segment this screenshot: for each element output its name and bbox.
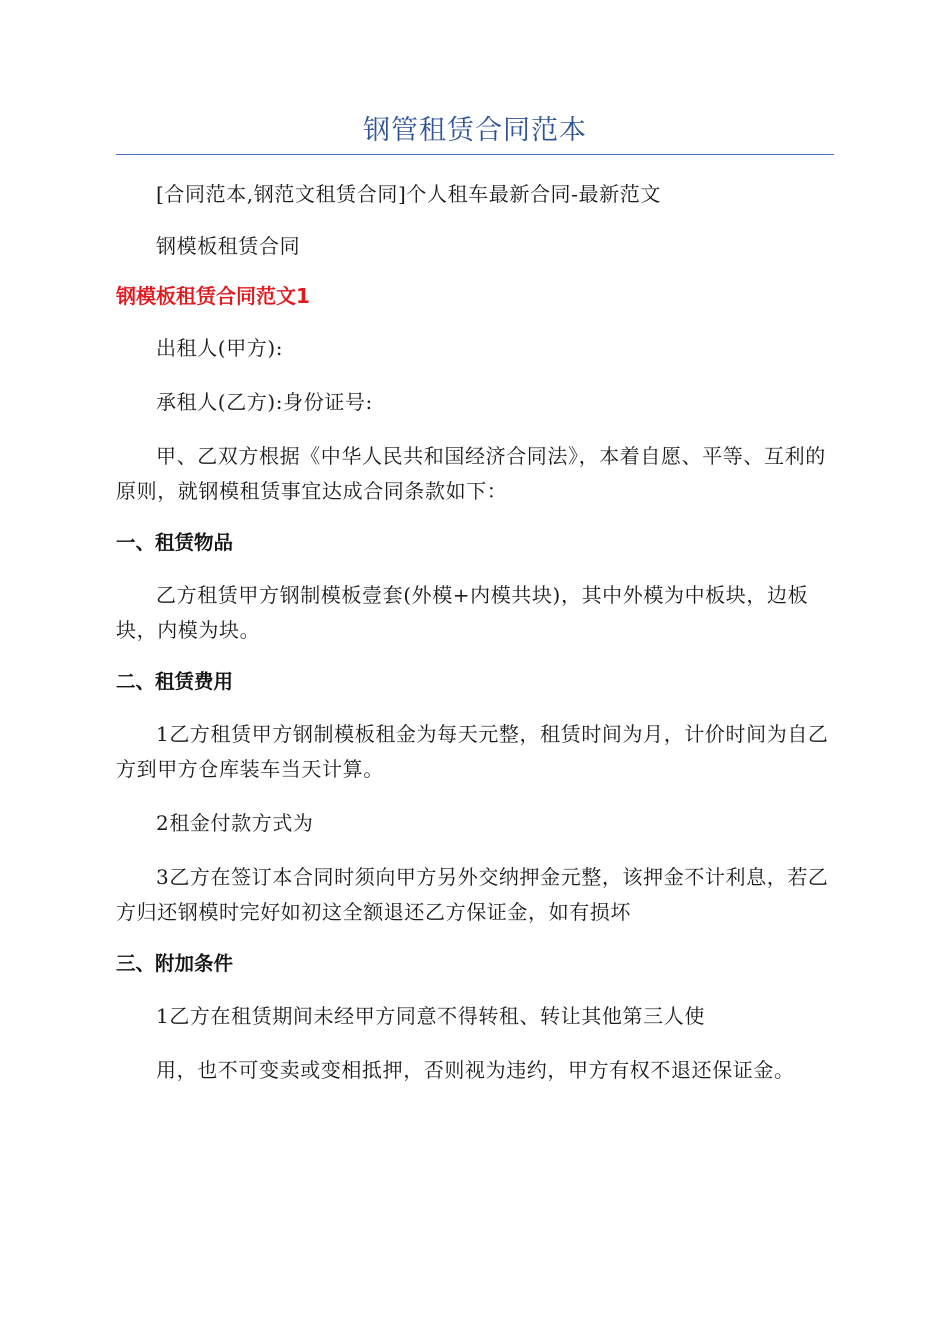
rental-fee-clause-3: 3乙方在签订本合同时须向甲方另外交纳押金元整，该押金不计利息，若乙方归还钢模时完好如初这全额退还乙方保证金，如有损坏 <box>116 865 829 924</box>
preamble-paragraph: 甲、乙双方根据《中华人民共和国经济合同法》，本着自愿、平等、互利的原则，就钢模租赁事宜达成合同条款如下： <box>116 444 826 503</box>
template-subtitle: 钢模板租赁合同范文1 <box>116 284 310 308</box>
rental-fee-clause-1: 1乙方租赁甲方钢制模板租金为每天元整，租赁时间为月，计价时间为自乙方到甲方仓库装车当天计算。 <box>116 722 829 781</box>
rental-fee-clause-2: 2租金付款方式为 <box>156 811 314 835</box>
section-heading-additional-conditions: 三、附加条件 <box>116 952 234 975</box>
section-heading-rental-fees: 二、租赁费用 <box>116 670 234 693</box>
condition-clause-1-continued: 用，也不可变卖或变相抵押，否则视为违约，甲方有权不退还保证金。 <box>156 1058 795 1082</box>
section-heading-rental-items: 一、租赁物品 <box>116 531 234 554</box>
lessor-line: 出租人(甲方): <box>156 336 284 360</box>
contract-name-paragraph: 钢模板租赁合同 <box>156 234 301 258</box>
document-title: 钢管租赁合同范本 <box>363 115 587 146</box>
lessee-line: 承租人(乙方):身份证号: <box>156 390 373 414</box>
rental-items-paragraph: 乙方租赁甲方钢制模板壹套(外模+内模共块)，其中外模为中板块，边板块，内模为块。 <box>116 583 809 642</box>
intro-paragraph: [合同范本,钢范文租赁合同]个人租车最新合同-最新范文 <box>156 182 661 206</box>
title-underline <box>116 154 834 155</box>
condition-clause-1: 1乙方在租赁期间未经甲方同意不得转租、转让其他第三人使 <box>156 1004 705 1028</box>
